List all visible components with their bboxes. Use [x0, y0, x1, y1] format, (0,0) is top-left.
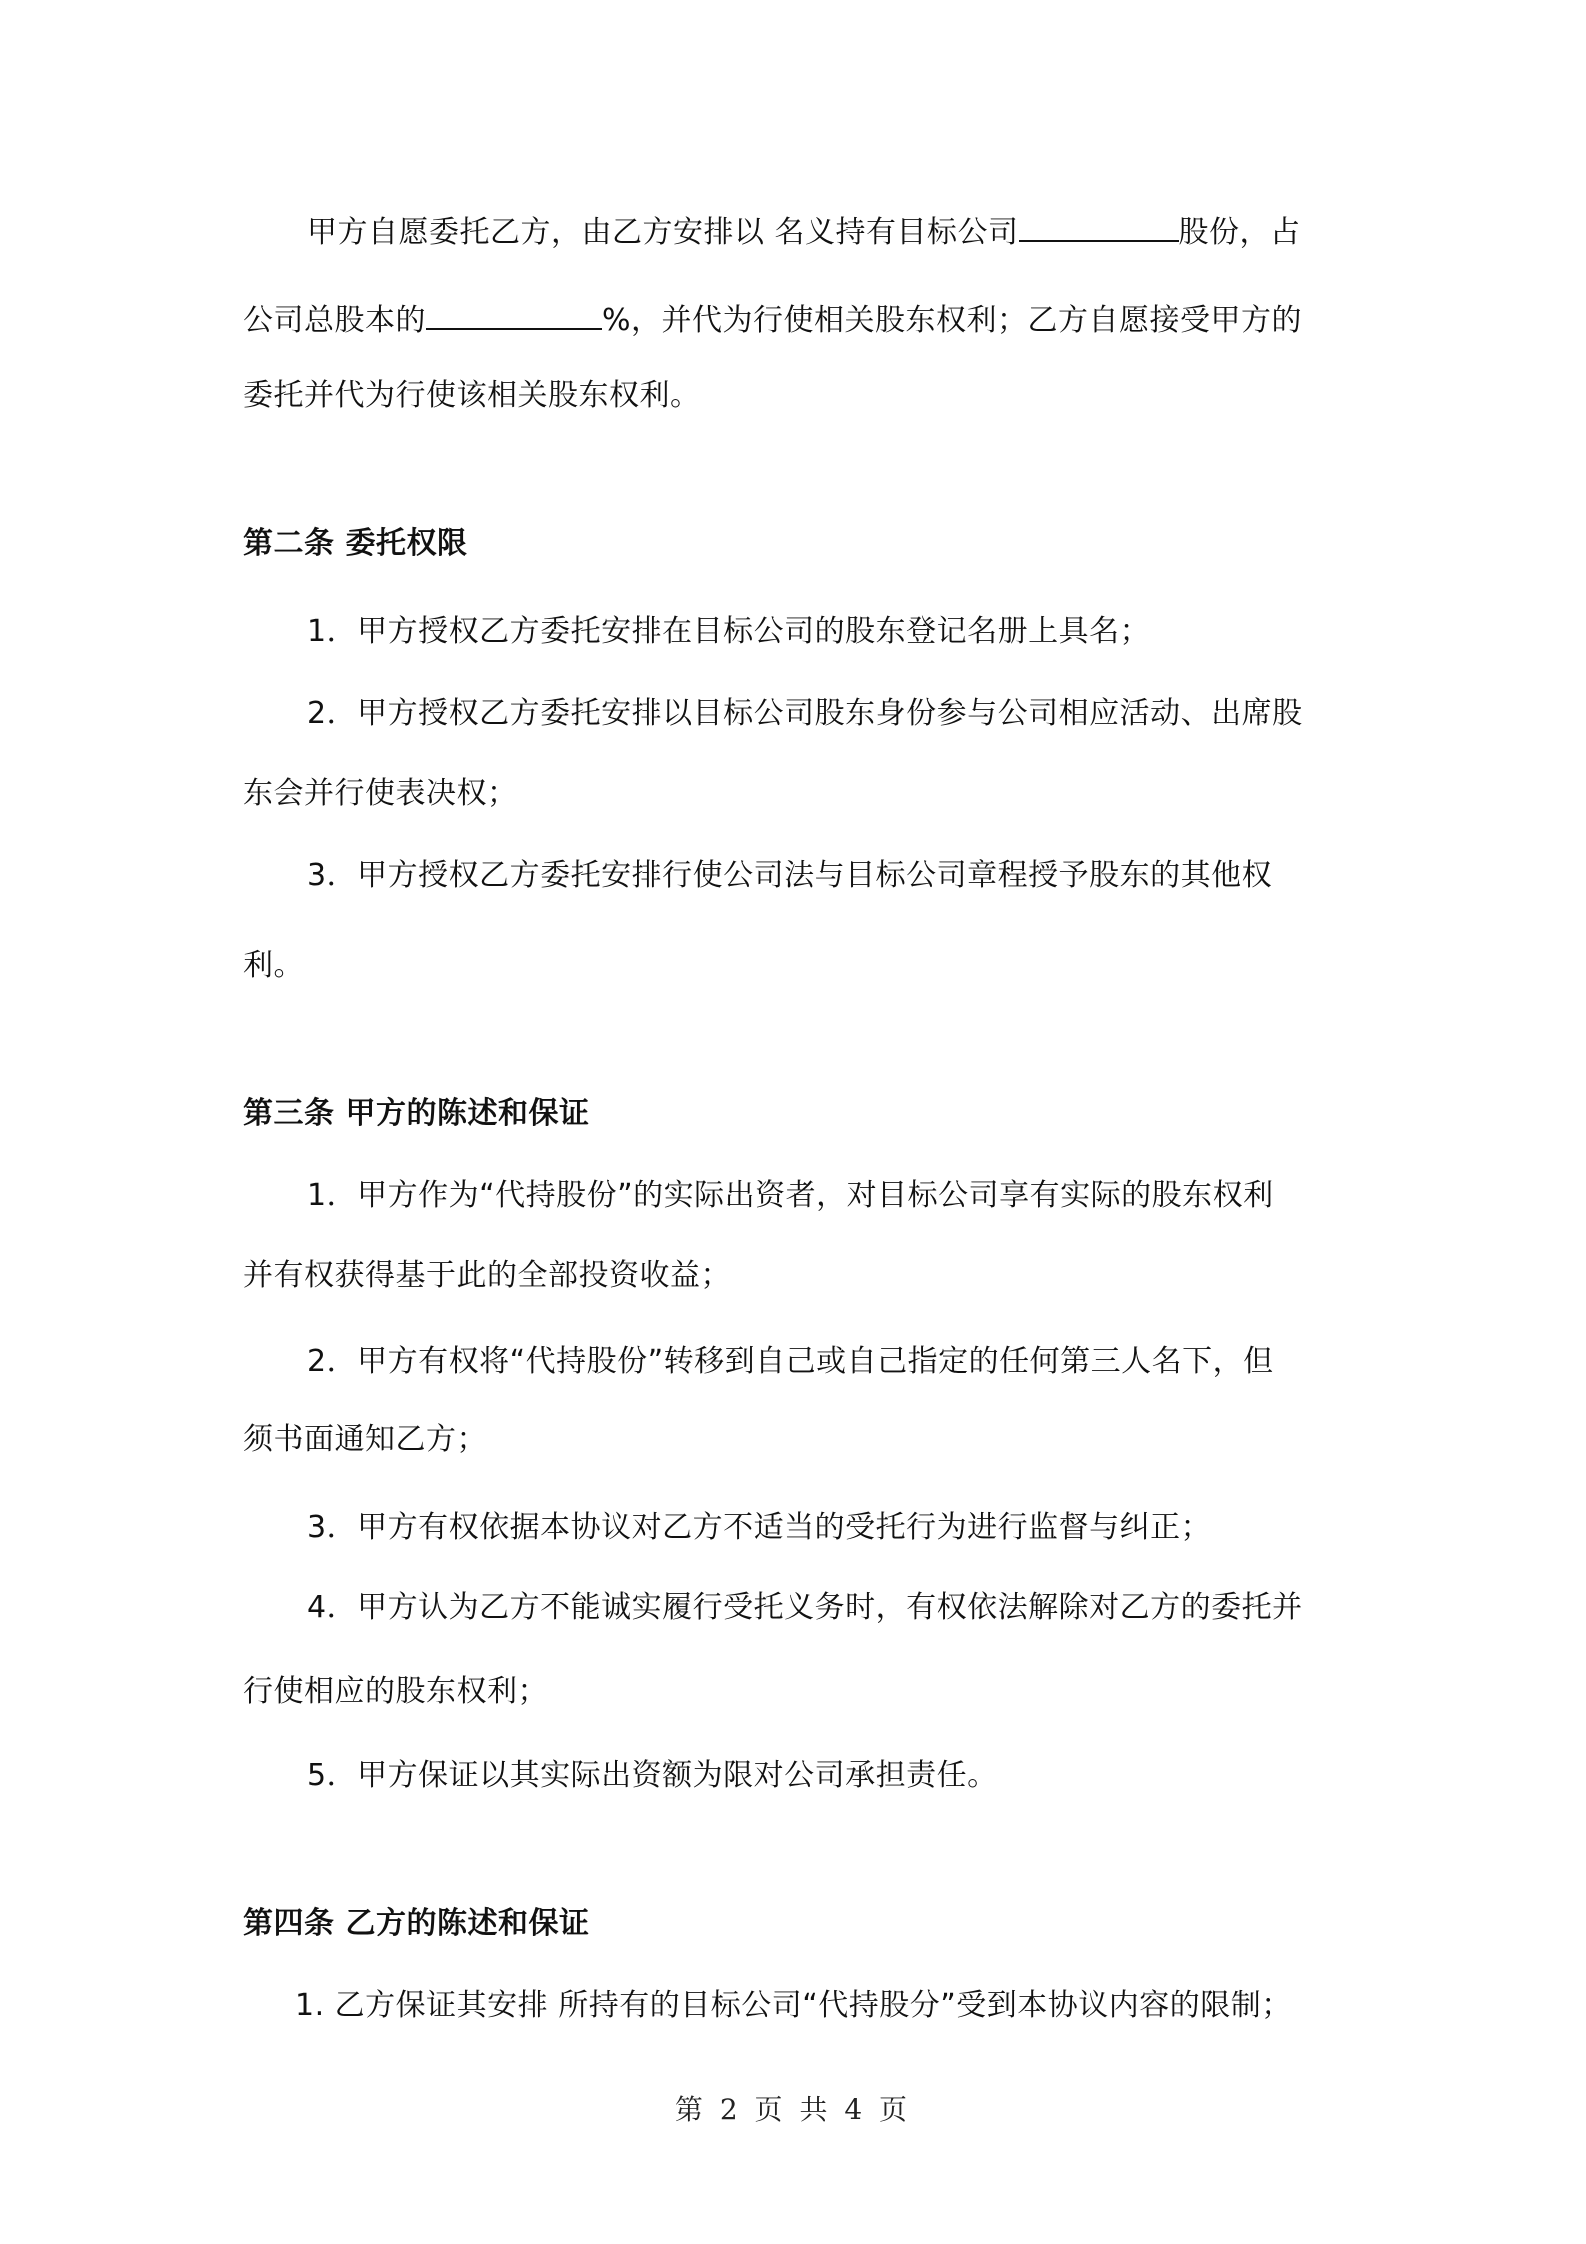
- intro-text: 公司总股本的: [243, 303, 426, 338]
- article-2-item-3-cont: 利。: [243, 948, 304, 983]
- intro-line-1: [307, 210, 1301, 253]
- article-2-item-2-cont: 东会并行使表决权；: [243, 776, 518, 811]
- intro-line-3: 委托并代为行使该相关股东权利。: [243, 378, 701, 413]
- article-3-item-3: 3．甲方有权依据本协议对乙方不适当的受托行为进行监督与纠正；: [307, 1510, 1212, 1545]
- percentage-blank: [426, 298, 602, 330]
- article-2-item-3: 3．甲方授权乙方委托安排行使公司法与目标公司章程授予股东的其他权: [307, 858, 1273, 893]
- intro-text: 甲方自愿委托乙方，由乙方安排以 名义持有目标公司: [307, 215, 1019, 250]
- article-4-item-1: 1. 乙方保证其安排 所持有的目标公司“代持股分”受到本协议内容的限制；: [295, 1988, 1292, 2023]
- article-3-item-5: 5．甲方保证以其实际出资额为限对公司承担责任。: [307, 1758, 998, 1793]
- company-name-blank: [1019, 210, 1179, 242]
- article-3-item-1: 1．甲方作为“代持股份”的实际出资者，对目标公司享有实际的股东权利: [307, 1178, 1274, 1213]
- article-2-item-2: 2．甲方授权乙方委托安排以目标公司股东身份参与公司相应活动、出席股: [307, 696, 1303, 731]
- intro-text: %，并代为行使相关股东权利；乙方自愿接受甲方的: [602, 303, 1303, 338]
- article-3-item-4-cont: 行使相应的股东权利；: [243, 1674, 548, 1709]
- intro-text: 股份，占: [1178, 215, 1301, 250]
- article-3-item-1-cont: 并有权获得基于此的全部投资收益；: [243, 1258, 731, 1293]
- intro-line-2: [243, 298, 1302, 341]
- article-2-item-1: 1．甲方授权乙方委托安排在目标公司的股东登记名册上具名；: [307, 614, 1151, 649]
- article-3-heading: 第三条 甲方的陈述和保证: [243, 1096, 590, 1131]
- article-2-heading: 第二条 委托权限: [243, 526, 468, 561]
- article-4-heading: 第四条 乙方的陈述和保证: [243, 1906, 590, 1941]
- page-number-footer: 第 2 页 共 4 页: [674, 2093, 912, 2126]
- article-3-item-4: 4．甲方认为乙方不能诚实履行受托义务时，有权依法解除对乙方的委托并: [307, 1590, 1303, 1625]
- article-3-item-2-cont: 须书面通知乙方；: [243, 1422, 487, 1457]
- article-3-item-2: 2．甲方有权将“代持股份”转移到自己或自己指定的任何第三人名下，但: [307, 1344, 1274, 1379]
